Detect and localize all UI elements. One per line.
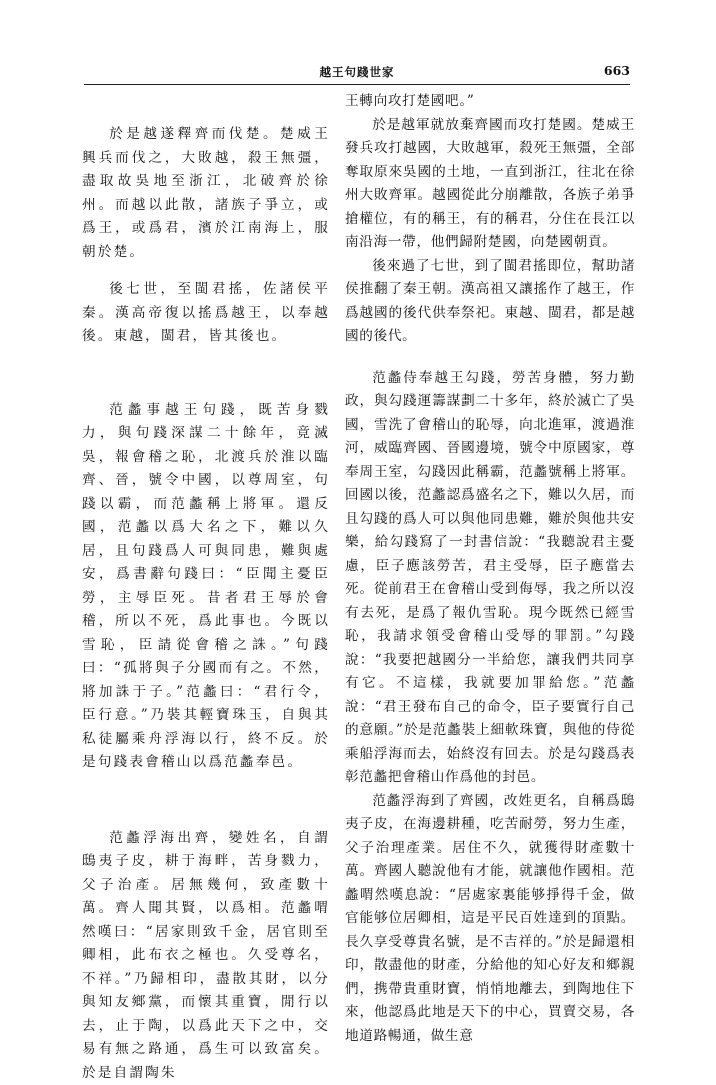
page-number: 663 xyxy=(604,63,630,78)
original-paragraph-3: 范蠡事越王句踐，既苦身戮力，與句踐深謀二十餘年，竟滅吳，報會稽之恥，北渡兵於淮以臨齊、晉，號令中國，以尊周室，句踐以霸，而范蠡稱上將軍。還反國，范蠡以爲大名之下，難以久居，且句踐爲人可與同患，難與處安，爲書辭句踐曰：“臣聞主憂臣勞，主辱臣死。昔者君王辱於會稽，所以不死，爲此事也。今既以雪恥，臣請從會稽之誅。”句踐曰：“孤將與子分國而有之。不然，將加誅于子。”范蠡曰：“君行令，臣行意。”乃裝其輕寶珠玉，自與其私徒屬乘舟浮海以行，終不反。於是句踐表會稽山以爲范蠡奉邑。 xyxy=(82,399,330,775)
spacer xyxy=(82,349,330,399)
original-paragraph-4: 范蠡浮海出齊，變姓名，自謂鴟夷子皮，耕于海畔，苦身戮力，父子治產。居無幾何，致產數十萬。齊人聞其賢，以爲相。范蠡喟然嘆曰：“居家則致千金，居官則至卿相，此布衣之極也。久受尊名，不祥。”乃歸相印，盡散其財，以分與知友鄉黨，而懷其重寶，閒行以去，止于陶，以爲此天下之中，交易有無之路通，爲生可以致富矣。於是自謂陶朱 xyxy=(82,827,330,1085)
translation-paragraph-0: 王轉向攻打楚國吧。” xyxy=(345,90,635,114)
translation-paragraph-4: 范蠡浮海到了齊國，改姓更名，自稱爲鴟夷子皮，在海邊耕種，吃苦耐勞，努力生產，父子治理產業。居住不久，就獲得財產數十萬。齊國人聽說他有才能，就讓他作國相。范蠡喟然嘆息說：“居處家裏能够掙得千金，做官能够位居卿相，這是平民百姓達到的頂點。長久享受尊貴名號，是不吉祥的。”於是歸還相印，散盡他的財產，分給他的知心好友和鄉親們，携帶貴重財寶，悄悄地離去，到陶地住下來，他認爲此地是天下的中心，買賣交易，各地道路暢通，做生意 xyxy=(345,790,635,1049)
translation-paragraph-3: 范蠡侍奉越王勾踐，勞苦身體，努力勤政，與勾踐運籌謀劃二十多年，終於滅亡了吳國，雪洗了會稽山的恥辱，向北進軍，渡過淮河，威臨齊國、晉國邊境，號令中原國家，尊奉周王室，勾踐因此稱霸，范蠡號稱上將軍。回國以後，范蠡認爲盛名之下，難以久居，而且勾踐的爲人可以與他同患難，難於與他共安樂，給勾踐寫了一封書信說：“我聽說君主憂慮，臣子應該勞苦，君主受辱，臣子應當去死。從前君王在會稽山受到侮辱，我之所以沒有去死，是爲了報仇雪恥。現今既然已經雪恥，我請求領受會稽山受辱的罪罰。”勾踐說：“我要把越國分一半給您，讓我們共同享有它。不這樣，我就要加罪給您。”范蠡說：“君王發布自己的命令，臣子要實行自己的意願。”於是范蠡裝上細軟珠寶，與他的侍從乘船浮海而去，始終沒有回去。於是勾踐爲表彰范蠡把會稽山作爲他的封邑。 xyxy=(345,367,635,790)
original-paragraph-1: 於是越遂釋齊而伐楚。楚威王興兵而伐之，大敗越，殺王無彊，盡取故吳地至浙江，北破齊於徐州。而越以此散，諸族子爭立，或爲王，或爲君，濱於江南海上，服朝於楚。 xyxy=(82,123,330,264)
spacer xyxy=(82,775,330,827)
spacer xyxy=(82,264,330,278)
spacer xyxy=(82,90,330,123)
running-title: 越王句踐世家 xyxy=(84,64,630,80)
translation-paragraph-2: 後來過了七世，到了閩君搖即位，幫助諸侯推翻了秦王朝。漢高祖又讓搖作了越王，作爲越國的後代供奉祭祀。東越、閩君，都是越國的後代。 xyxy=(345,255,635,349)
spacer xyxy=(345,349,635,367)
running-header xyxy=(84,62,630,85)
translation-text-column xyxy=(345,90,635,1000)
original-text-column xyxy=(82,90,330,1000)
original-paragraph-2: 後七世，至閩君搖，佐諸侯平秦。漢高帝復以搖爲越王，以奉越後。東越，閩君，皆其後也。 xyxy=(82,278,330,349)
translation-paragraph-1: 於是越軍就放棄齊國而攻打楚國。楚威王發兵攻打越國，大敗越軍，殺死王無彊，全部奪取原來吳國的土地，一直到浙江，往北在徐州大敗齊軍。越國從此分崩離散，各族子弟爭搶權位，有的稱王，有的稱君，分住在長江以南沿海一帶，他們歸附楚國，向楚國朝貢。 xyxy=(345,114,635,255)
